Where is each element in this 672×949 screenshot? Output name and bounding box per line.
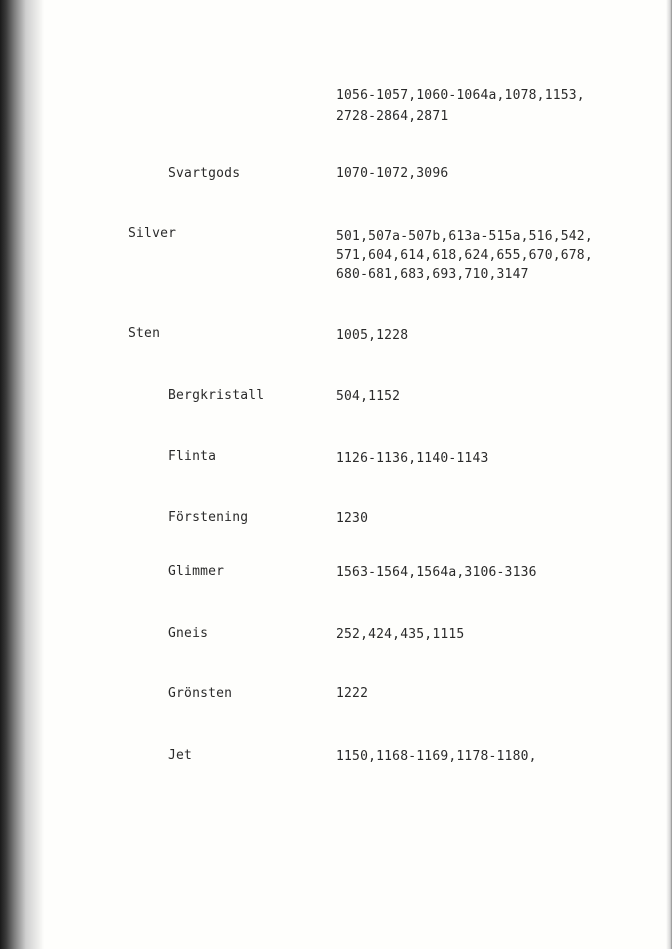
index-refs-jet (336, 747, 537, 766)
index-term-sten: Sten (128, 326, 161, 341)
index-term-flinta: Flinta (168, 449, 217, 464)
index-term-gronsten: Grönsten (168, 686, 233, 701)
refs-line: 1230 (336, 511, 369, 526)
refs-line: 680-681,683,693,710,3147 (336, 267, 529, 282)
refs-line: 504,1152 (336, 389, 401, 404)
index-refs-svartgods (336, 164, 448, 183)
refs-line: 1070-1072,3096 (336, 166, 449, 181)
refs-line: 1056-1057,1060-1064a,1078,1153, (336, 88, 585, 103)
index-refs-flinta (336, 449, 489, 468)
refs-line: 1126-1136,1140-1143 (336, 451, 489, 466)
refs-line: 2728-2864,2871 (336, 109, 449, 124)
index-refs-glimmer (336, 563, 537, 582)
refs-line: 1005,1228 (336, 328, 409, 343)
page-right-edge (666, 0, 672, 949)
index-refs-continued (336, 86, 585, 126)
index-term-gneis: Gneis (168, 626, 209, 641)
index-term-svartgods: Svartgods (168, 166, 241, 181)
index-refs-silver (336, 227, 593, 284)
page-binding-edge (0, 0, 44, 949)
index-term-jet: Jet (168, 748, 193, 763)
refs-line: 1150,1168-1169,1178-1180, (336, 749, 537, 764)
index-refs-bergkristall (336, 387, 400, 406)
index-refs-sten (336, 326, 408, 345)
index-term-glimmer: Glimmer (168, 564, 225, 579)
refs-line: 1563-1564,1564a,3106-3136 (336, 565, 537, 580)
index-refs-gneis (336, 625, 464, 644)
index-term-silver: Silver (128, 226, 177, 241)
index-term-forstening: Förstening (168, 510, 249, 525)
index-term-bergkristall: Bergkristall (168, 388, 265, 403)
refs-line: 571,604,614,618,624,655,670,678, (336, 248, 593, 263)
refs-line: 501,507a-507b,613a-515a,516,542, (336, 229, 593, 244)
refs-line: 1222 (336, 686, 369, 701)
index-refs-forstening (336, 509, 368, 528)
index-refs-gronsten (336, 684, 368, 703)
refs-line: 252,424,435,1115 (336, 627, 465, 642)
